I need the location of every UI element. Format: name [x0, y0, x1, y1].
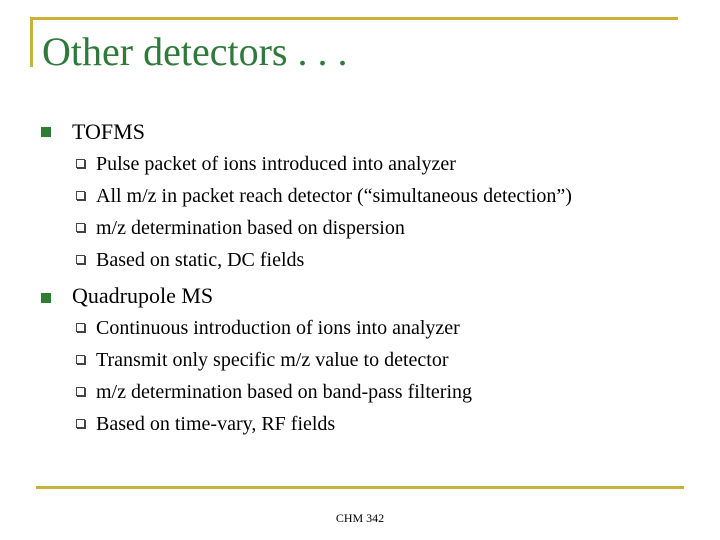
hollow-square-bullet-icon [76, 355, 85, 364]
hollow-square-bullet-icon [76, 323, 85, 332]
list-item: Pulse packet of ions introduced into analyzer [96, 153, 456, 175]
hollow-square-bullet-icon [76, 419, 85, 428]
hollow-square-bullet-icon [76, 159, 85, 168]
left-frame-line [30, 17, 33, 67]
list-item: m/z determination based on band-pass filtering [96, 381, 473, 403]
slide-title: Other detectors . . . [42, 29, 348, 74]
hollow-square-bullet-icon [76, 255, 85, 264]
list-item: Continuous introduction of ions into analyzer [96, 317, 460, 339]
hollow-square-bullet-icon [76, 387, 85, 396]
list-item: Based on static, DC fields [96, 249, 305, 271]
hollow-square-bullet-icon [76, 223, 85, 232]
list-item: Based on time-vary, RF fields [96, 413, 336, 435]
footer-label: CHM 342 [335, 511, 385, 525]
square-bullet-icon [41, 293, 51, 303]
list-item: m/z determination based on dispersion [96, 217, 405, 239]
section-heading: TOFMS [72, 119, 145, 144]
list-item: Transmit only specific m/z value to detector [96, 349, 449, 371]
square-bullet-icon [41, 127, 51, 137]
top-frame-line [30, 17, 678, 20]
list-item: All m/z in packet reach detector (“simultaneous detection”) [96, 185, 572, 207]
footer-divider [36, 486, 684, 489]
section-heading: Quadrupole MS [72, 283, 214, 308]
hollow-square-bullet-icon [76, 191, 85, 200]
